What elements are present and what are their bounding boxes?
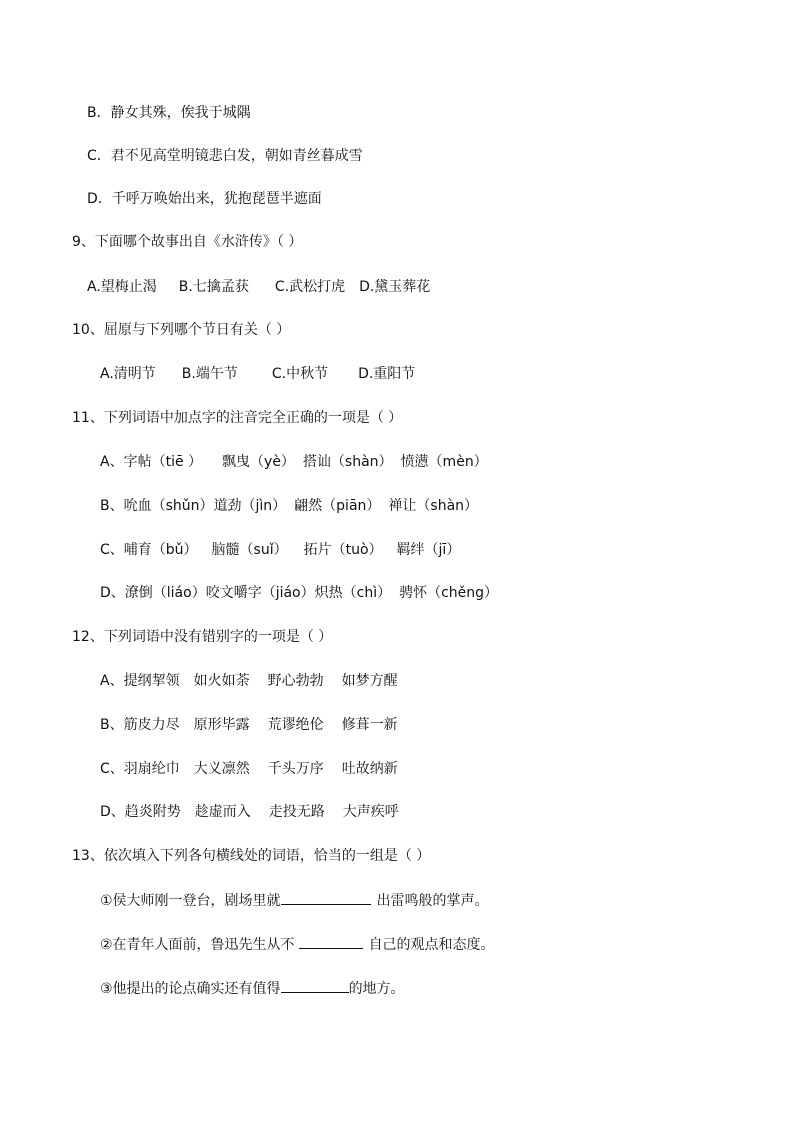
q9-stem: 9、下面哪个故事出自《水浒传》（ ） [72, 234, 303, 250]
q10-options [100, 364, 415, 384]
q13-sentence-1: ①侯大师刚一登台，剧场里就 出雷鸣般的掌声。 [100, 890, 489, 910]
q10-stem: 10、屈原与下列哪个节日有关（ ） [72, 322, 291, 338]
q9-option-d: D.黛玉葬花 [359, 279, 431, 295]
q11-stem: 11、下列词语中加点字的注音完全正确的一项是（ ） [72, 410, 403, 426]
q13-sentence-2: ②在青年人面前，鲁迅先生从不 自己的观点和态度。 [100, 934, 495, 954]
q9-option-b: B.七擒孟获 [178, 279, 249, 295]
q11-option-d: D、潦倒（liáo）咬文嚼字（jiáo）炽热（chì） 骋怀（chěng） [100, 585, 499, 601]
q9-option-a: A.望梅止渴 [87, 279, 157, 295]
q12-option-b: B、筋皮力尽 原形毕露 荒谬绝伦 修葺一新 [100, 717, 398, 733]
q12-option-d: D、趋炎附势 趁虚而入 走投无路 大声疾呼 [100, 804, 399, 820]
q13-sentence-3: ③他提出的论点确实还有值得 的地方。 [100, 978, 405, 998]
q12-stem: 12、下列词语中没有错别字的一项是（ ） [72, 629, 333, 645]
q9-option-c: C.武松打虎 [274, 279, 346, 295]
q13-blank-2 [299, 934, 363, 949]
q11-option-b: B、吮血（shǔn）道劲（jìn） 翩然（piān） 禅让（shàn） [100, 498, 479, 514]
q12-option-a: A、提纲挈领 如火如荼 野心勃勃 如梦方醒 [100, 673, 398, 689]
q9-options [87, 277, 430, 297]
q10-option-a: A.清明节 [100, 366, 156, 382]
q11-option-a: A、字帖（tiē ） 飘曳（yè） 搭讪（shàn） 愤懑（mèn） [100, 454, 488, 470]
q10-option-b: B.端午节 [181, 366, 238, 382]
q10-option-d: D.重阳节 [358, 366, 416, 382]
q12-option-c: C、羽扇纶巾 大义凛然 千头万序 吐故纳新 [100, 761, 398, 777]
q13-blank-1 [281, 890, 371, 905]
q8-option-b: B．静女其殊，俟我于城隅 [87, 105, 251, 121]
q13-blank-3 [281, 978, 349, 993]
q10-option-c: C.中秋节 [271, 366, 329, 382]
q8-option-d: D．千呼万唤始出来，犹抱琵琶半遮面 [87, 191, 322, 207]
q8-option-c: C．君不见高堂明镜悲白发，朝如青丝暮成雪 [87, 148, 363, 164]
q13-stem: 13、依次填入下列各句横线处的词语，恰当的一组是（ ） [72, 848, 431, 864]
q11-option-c: C、哺育（bǔ） 脑髓（suǐ） 拓片（tuò） 羁绊（jī） [100, 542, 461, 558]
